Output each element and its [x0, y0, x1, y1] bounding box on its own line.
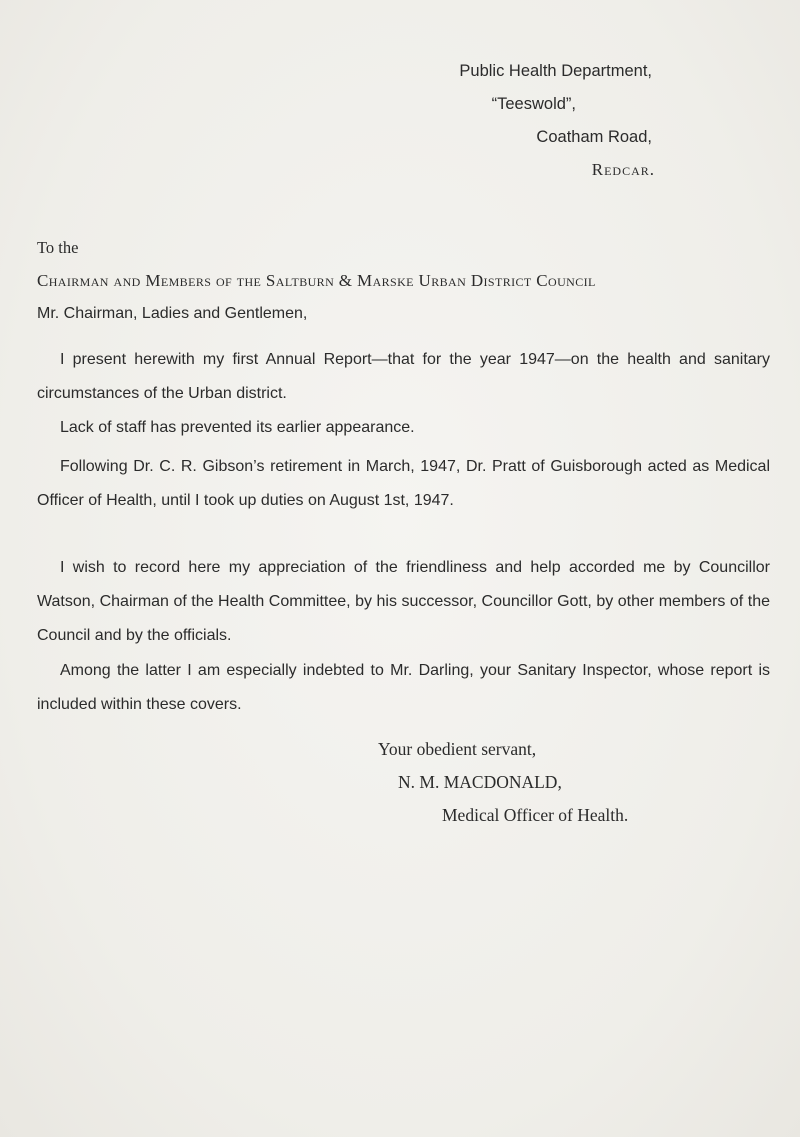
paragraph-2: Lack of staff has prevented its earlier appearance. [60, 419, 415, 436]
signature-title: Medical Officer of Health. [442, 805, 629, 825]
signature-name: N. M. MACDONALD, [398, 772, 562, 792]
salutation-recipient: Chairman and Members of the Saltburn & Marske Urban District Council [37, 271, 596, 290]
bleed-through-text [330, 8, 690, 30]
address-line-2: “Teeswold”, [491, 95, 576, 113]
address-line-1: Public Health Department, [459, 62, 652, 80]
paragraph-4: I wish to record here my appreciation of the friendliness and help accorded me by Councillor Watson, Chairman of the Health Committee, by his successor, Councillor Gott, by other members of the Council and by the officials. [37, 559, 770, 644]
address-line-3: Coatham Road, [536, 128, 652, 146]
paragraph-1: I present herewith my first Annual Report—that for the year 1947—on the health and sanitary circumstances of the Urban district. [37, 351, 770, 402]
salutation-greeting: Mr. Chairman, Ladies and Gentlemen, [37, 305, 308, 322]
signature-closing: Your obedient servant, [378, 739, 537, 759]
paragraph-5: Among the latter I am especially indebted to Mr. Darling, your Sanitary Inspector, whose report is included within these covers. [37, 662, 770, 713]
salutation-to: To the [37, 238, 79, 257]
paragraph-3: Following Dr. C. R. Gibson’s retirement in March, 1947, Dr. Pratt of Guisborough acted as Medical Officer of Health, until I took up duties on August 1st, 1947. [37, 458, 770, 509]
address-line-4: Redcar. [591, 160, 655, 179]
